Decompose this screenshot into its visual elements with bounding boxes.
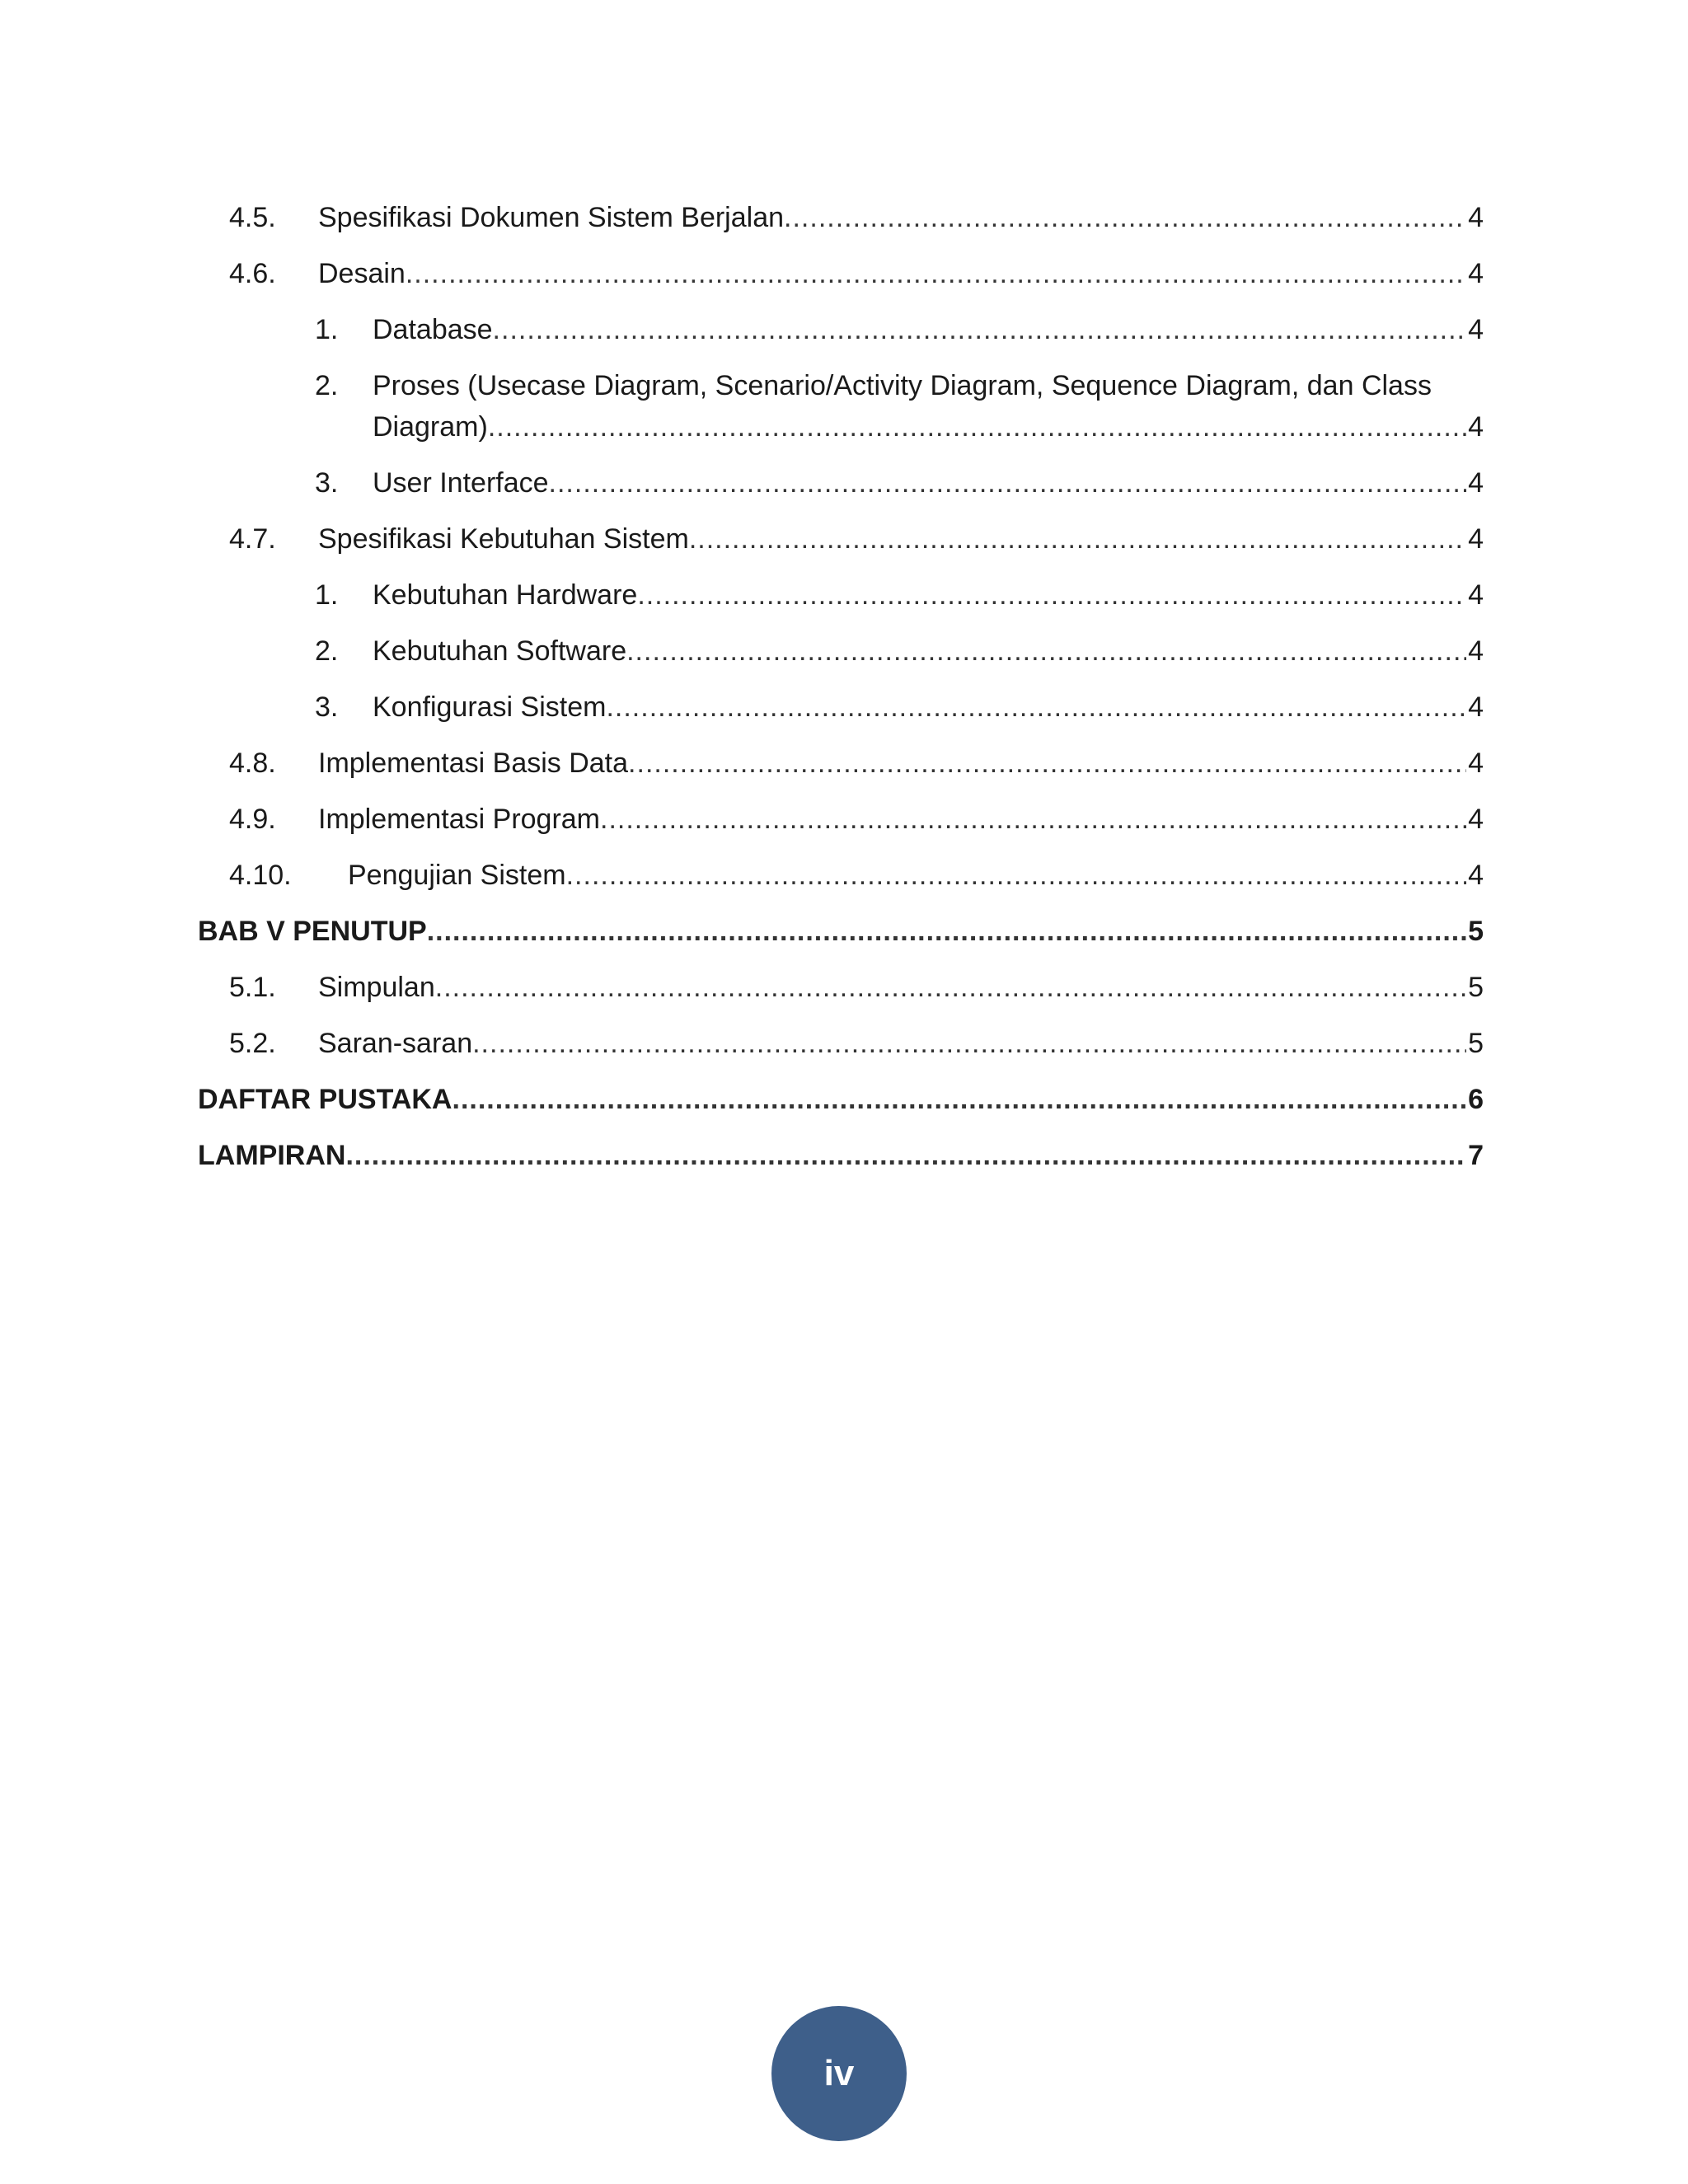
toc-entry-4-7[interactable]	[198, 511, 1484, 567]
toc-leader	[406, 257, 1466, 290]
toc-title: Database	[373, 314, 493, 345]
toc-page: 4	[1468, 411, 1484, 443]
toc-page: 4	[1468, 635, 1484, 667]
toc-leader	[345, 1139, 1466, 1172]
toc-number: 4.7.	[229, 523, 276, 555]
toc-number: 3.	[315, 467, 339, 499]
toc-title: Saran-saran	[318, 1028, 473, 1059]
toc-entry-4-6-2[interactable]	[198, 358, 1484, 455]
toc-leader	[600, 803, 1466, 836]
toc-page: 7	[1468, 1140, 1484, 1171]
toc-leader	[549, 466, 1467, 499]
toc-entry-4-7-2[interactable]	[198, 623, 1484, 679]
toc-leader	[488, 410, 1466, 443]
toc-title: Implementasi Basis Data	[318, 748, 629, 779]
toc-title: Simpulan	[318, 972, 435, 1003]
toc-title: Pengujian Sistem	[348, 860, 566, 891]
toc-page: 4	[1468, 579, 1484, 611]
toc-entry-bab-v[interactable]	[198, 903, 1484, 959]
toc-title: DAFTAR PUSTAKA	[198, 1084, 452, 1115]
toc-number: 4.5.	[229, 202, 276, 233]
toc-leader	[493, 313, 1467, 346]
toc-number: 5.1.	[229, 972, 276, 1003]
table-of-contents	[198, 190, 1484, 1183]
toc-leader	[452, 1083, 1467, 1116]
toc-title: Implementasi Program	[318, 804, 601, 835]
toc-title-line2: Diagram)	[373, 411, 488, 443]
toc-page: 4	[1468, 860, 1484, 891]
toc-leader	[784, 201, 1466, 234]
toc-page: 5	[1468, 916, 1484, 947]
toc-title: Desain	[318, 258, 406, 289]
toc-page: 4	[1468, 467, 1484, 499]
toc-number: 5.2.	[229, 1028, 276, 1059]
toc-entry-5-1[interactable]	[198, 959, 1484, 1015]
toc-entry-4-7-3[interactable]	[198, 679, 1484, 735]
toc-title: Konfigurasi Sistem	[373, 691, 607, 723]
toc-title: Kebutuhan Software	[373, 635, 627, 667]
page-number-badge: iv	[771, 2006, 907, 2141]
toc-title: User Interface	[373, 467, 549, 499]
toc-leader	[689, 523, 1466, 555]
toc-leader	[637, 579, 1466, 612]
toc-number: 3.	[315, 691, 339, 723]
toc-title: Spesifikasi Kebutuhan Sistem	[318, 523, 689, 555]
toc-page: 4	[1468, 691, 1484, 723]
toc-page: 4	[1468, 202, 1484, 233]
toc-number: 2.	[315, 370, 339, 401]
toc-entry-5-2[interactable]	[198, 1015, 1484, 1071]
toc-page: 4	[1468, 314, 1484, 345]
toc-number: 4.8.	[229, 748, 276, 779]
toc-number: 4.10.	[229, 860, 292, 891]
toc-leader	[472, 1027, 1466, 1060]
toc-entry-4-5[interactable]	[198, 190, 1484, 246]
toc-entry-4-7-1[interactable]	[198, 567, 1484, 623]
toc-leader	[606, 691, 1466, 724]
toc-title: LAMPIRAN	[198, 1140, 346, 1171]
toc-entry-4-6[interactable]	[198, 246, 1484, 302]
toc-entry-4-9[interactable]	[198, 791, 1484, 847]
toc-title: Kebutuhan Hardware	[373, 579, 638, 611]
toc-number: 4.6.	[229, 258, 276, 289]
toc-leader	[427, 915, 1466, 948]
toc-entry-4-8[interactable]	[198, 735, 1484, 791]
toc-leader	[566, 859, 1466, 892]
toc-entry-lampiran[interactable]	[198, 1127, 1484, 1183]
toc-number: 1.	[315, 314, 339, 345]
toc-page: 4	[1468, 804, 1484, 835]
toc-title: Spesifikasi Dokumen Sistem Berjalan	[318, 202, 785, 233]
toc-number: 1.	[315, 579, 339, 611]
toc-page: 5	[1468, 972, 1484, 1003]
toc-title: BAB V PENUTUP	[198, 916, 427, 947]
toc-entry-4-10[interactable]	[198, 847, 1484, 903]
toc-page: 4	[1468, 748, 1484, 779]
toc-page: 5	[1468, 1028, 1484, 1059]
toc-entry-4-6-1[interactable]	[198, 302, 1484, 358]
toc-leader	[435, 971, 1466, 1004]
toc-page: 4	[1468, 258, 1484, 289]
toc-entry-daftar-pustaka[interactable]	[198, 1071, 1484, 1127]
toc-leader	[626, 635, 1466, 668]
toc-number: 2.	[315, 635, 339, 667]
toc-page: 4	[1468, 523, 1484, 555]
toc-title-line1: Proses (Usecase Diagram, Scenario/Activity Diagram, Sequence Diagram, dan Class	[373, 370, 1432, 401]
toc-number: 4.9.	[229, 804, 276, 835]
toc-page: 6	[1468, 1084, 1484, 1115]
toc-leader	[628, 747, 1466, 780]
toc-entry-4-6-3[interactable]	[198, 455, 1484, 511]
